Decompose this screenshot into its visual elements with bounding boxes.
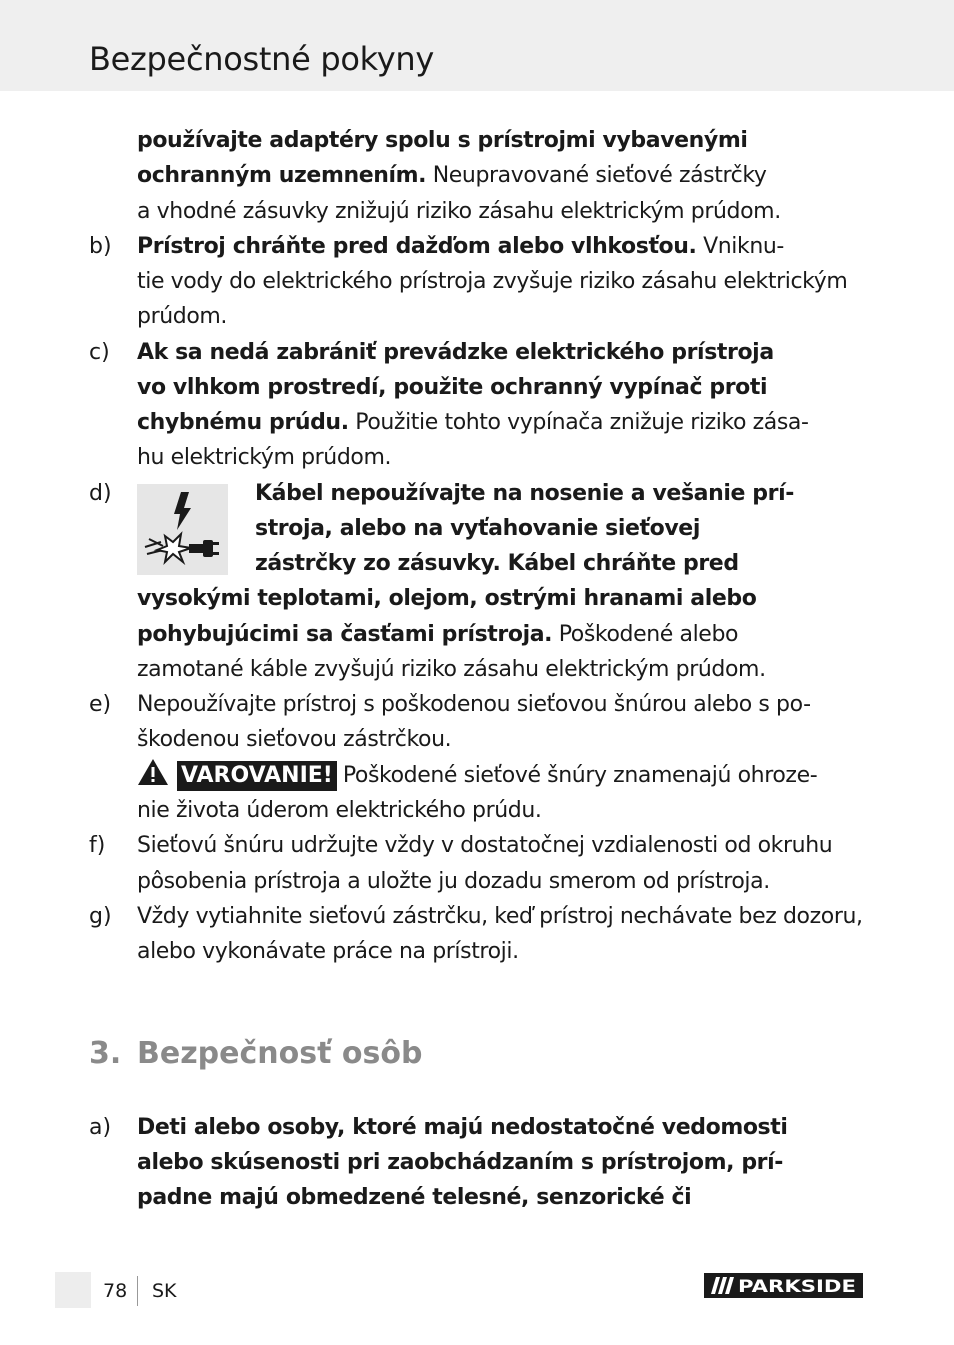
footer-divider <box>137 1276 138 1306</box>
item-c-line-1: Ak sa nedá zabrániť prevádzke elektrického prístroja <box>137 340 774 365</box>
item-b-label: b) <box>89 234 112 259</box>
item-d-line-4: vysokými teplotami, olejom, ostrými hranami alebo <box>137 586 757 611</box>
item-g-line-2: alebo vykonávate práce na prístroji. <box>137 939 519 964</box>
item-3a-line-3: padne majú obmedzené telesné, senzorické či <box>137 1185 692 1210</box>
item-d-line-5-bold: pohybujúcimi sa časťami prístroja. <box>137 622 553 647</box>
item-b-line-1-bold: Prístroj chráňte pred dažďom alebo vlhkosťou. <box>137 234 697 259</box>
item-d-line-5-text: Poškodené alebo <box>552 622 739 647</box>
item-b-line-2: tie vody do elektrického prístroja zvyšuje riziko zásahu elektrickým <box>137 269 848 294</box>
damaged-cable-lightning-icon-graphic <box>137 484 228 575</box>
item-g-line-1: Vždy vytiahnite sieťovú zástrčku, keď prístroj nechávate bez dozoru, <box>137 904 863 929</box>
section-number: 3. <box>89 1036 122 1071</box>
parkside-logo-icon <box>704 1273 863 1298</box>
item-c-line-4: hu elektrickým prúdom. <box>137 445 392 470</box>
item-e-line-2: škodenou sieťovou zástrčkou. <box>137 727 452 752</box>
page-number: 78 <box>103 1280 128 1302</box>
item-c-line-3-bold: chybnému prúdu. <box>137 410 349 435</box>
item-d-line-5 <box>137 617 738 652</box>
footer-marker <box>55 1272 91 1308</box>
item-c-label: c) <box>89 340 110 365</box>
item-d-label: d) <box>89 481 112 506</box>
item-b-line-1 <box>137 229 784 264</box>
item-d-line-6: zamotané káble zvyšujú riziko zásahu elektrickým prúdom. <box>137 657 766 682</box>
intro-line-1: používajte adaptéry spolu s prístrojmi vybavenými <box>137 128 748 153</box>
item-d-line-2: stroja, alebo na vyťahovanie sieťovej <box>255 516 700 541</box>
page-header <box>0 0 954 91</box>
item-c-line-3 <box>137 405 809 440</box>
item-3a-line-2: alebo skúsenosti pri zaobchádzaním s prístrojom, prí- <box>137 1150 783 1175</box>
item-e-line-3-text: Poškodené sieťové šnúry znamenajú ohroze- <box>342 763 818 788</box>
section-title: Bezpečnosť osôb <box>137 1036 423 1071</box>
warning-badge: VAROVANIE! <box>177 761 337 791</box>
item-f-label: f) <box>89 833 106 858</box>
item-c-line-3-text: Použitie tohto vypínača znižuje riziko zása- <box>348 410 809 435</box>
warning-triangle-icon <box>137 758 169 786</box>
item-d-line-1: Kábel nepoužívajte na nosenie a vešanie prí- <box>255 481 794 506</box>
intro-line-2-bold: ochranným uzemnením. <box>137 163 427 188</box>
item-3a-line-1: Deti alebo osoby, ktoré majú nedostatočné vedomosti <box>137 1115 788 1140</box>
item-e-line-1: Nepoužívajte prístroj s poškodenou sieťovou šnúrou alebo s po- <box>137 692 811 717</box>
intro-line-3: a vhodné zásuvky znižujú riziko zásahu elektrickým prúdom. <box>137 199 781 224</box>
page-title: Bezpečnostné pokyny <box>89 40 434 78</box>
item-b-line-3: prúdom. <box>137 304 228 329</box>
item-e-label: e) <box>89 692 112 717</box>
item-3a-label: a) <box>89 1115 112 1140</box>
damaged-cable-lightning-icon <box>137 484 228 575</box>
item-g-label: g) <box>89 904 112 929</box>
item-e-warning-line <box>137 758 817 793</box>
section-heading <box>89 1036 422 1076</box>
brand-text: PARKSIDE <box>738 1277 856 1297</box>
language-code: SK <box>152 1280 177 1302</box>
item-f-line-2: pôsobenia prístroja a uložte ju dozadu smerom od prístroja. <box>137 869 770 894</box>
item-e-line-4: nie života úderom elektrického prúdu. <box>137 798 542 823</box>
item-c-line-2: vo vlhkom prostredí, použite ochranný vypínač proti <box>137 375 768 400</box>
intro-line-2-text: Neupravované sieťové zástrčky <box>426 163 767 188</box>
item-b-line-1-text: Vniknu- <box>696 234 784 259</box>
item-d-line-3: zástrčky zo zásuvky. Kábel chráňte pred <box>255 551 739 576</box>
item-f-line-1: Sieťovú šnúru udržujte vždy v dostatočnej vzdialenosti od okruhu <box>137 833 833 858</box>
brand-logo <box>704 1273 863 1298</box>
intro-line-2 <box>137 158 767 193</box>
